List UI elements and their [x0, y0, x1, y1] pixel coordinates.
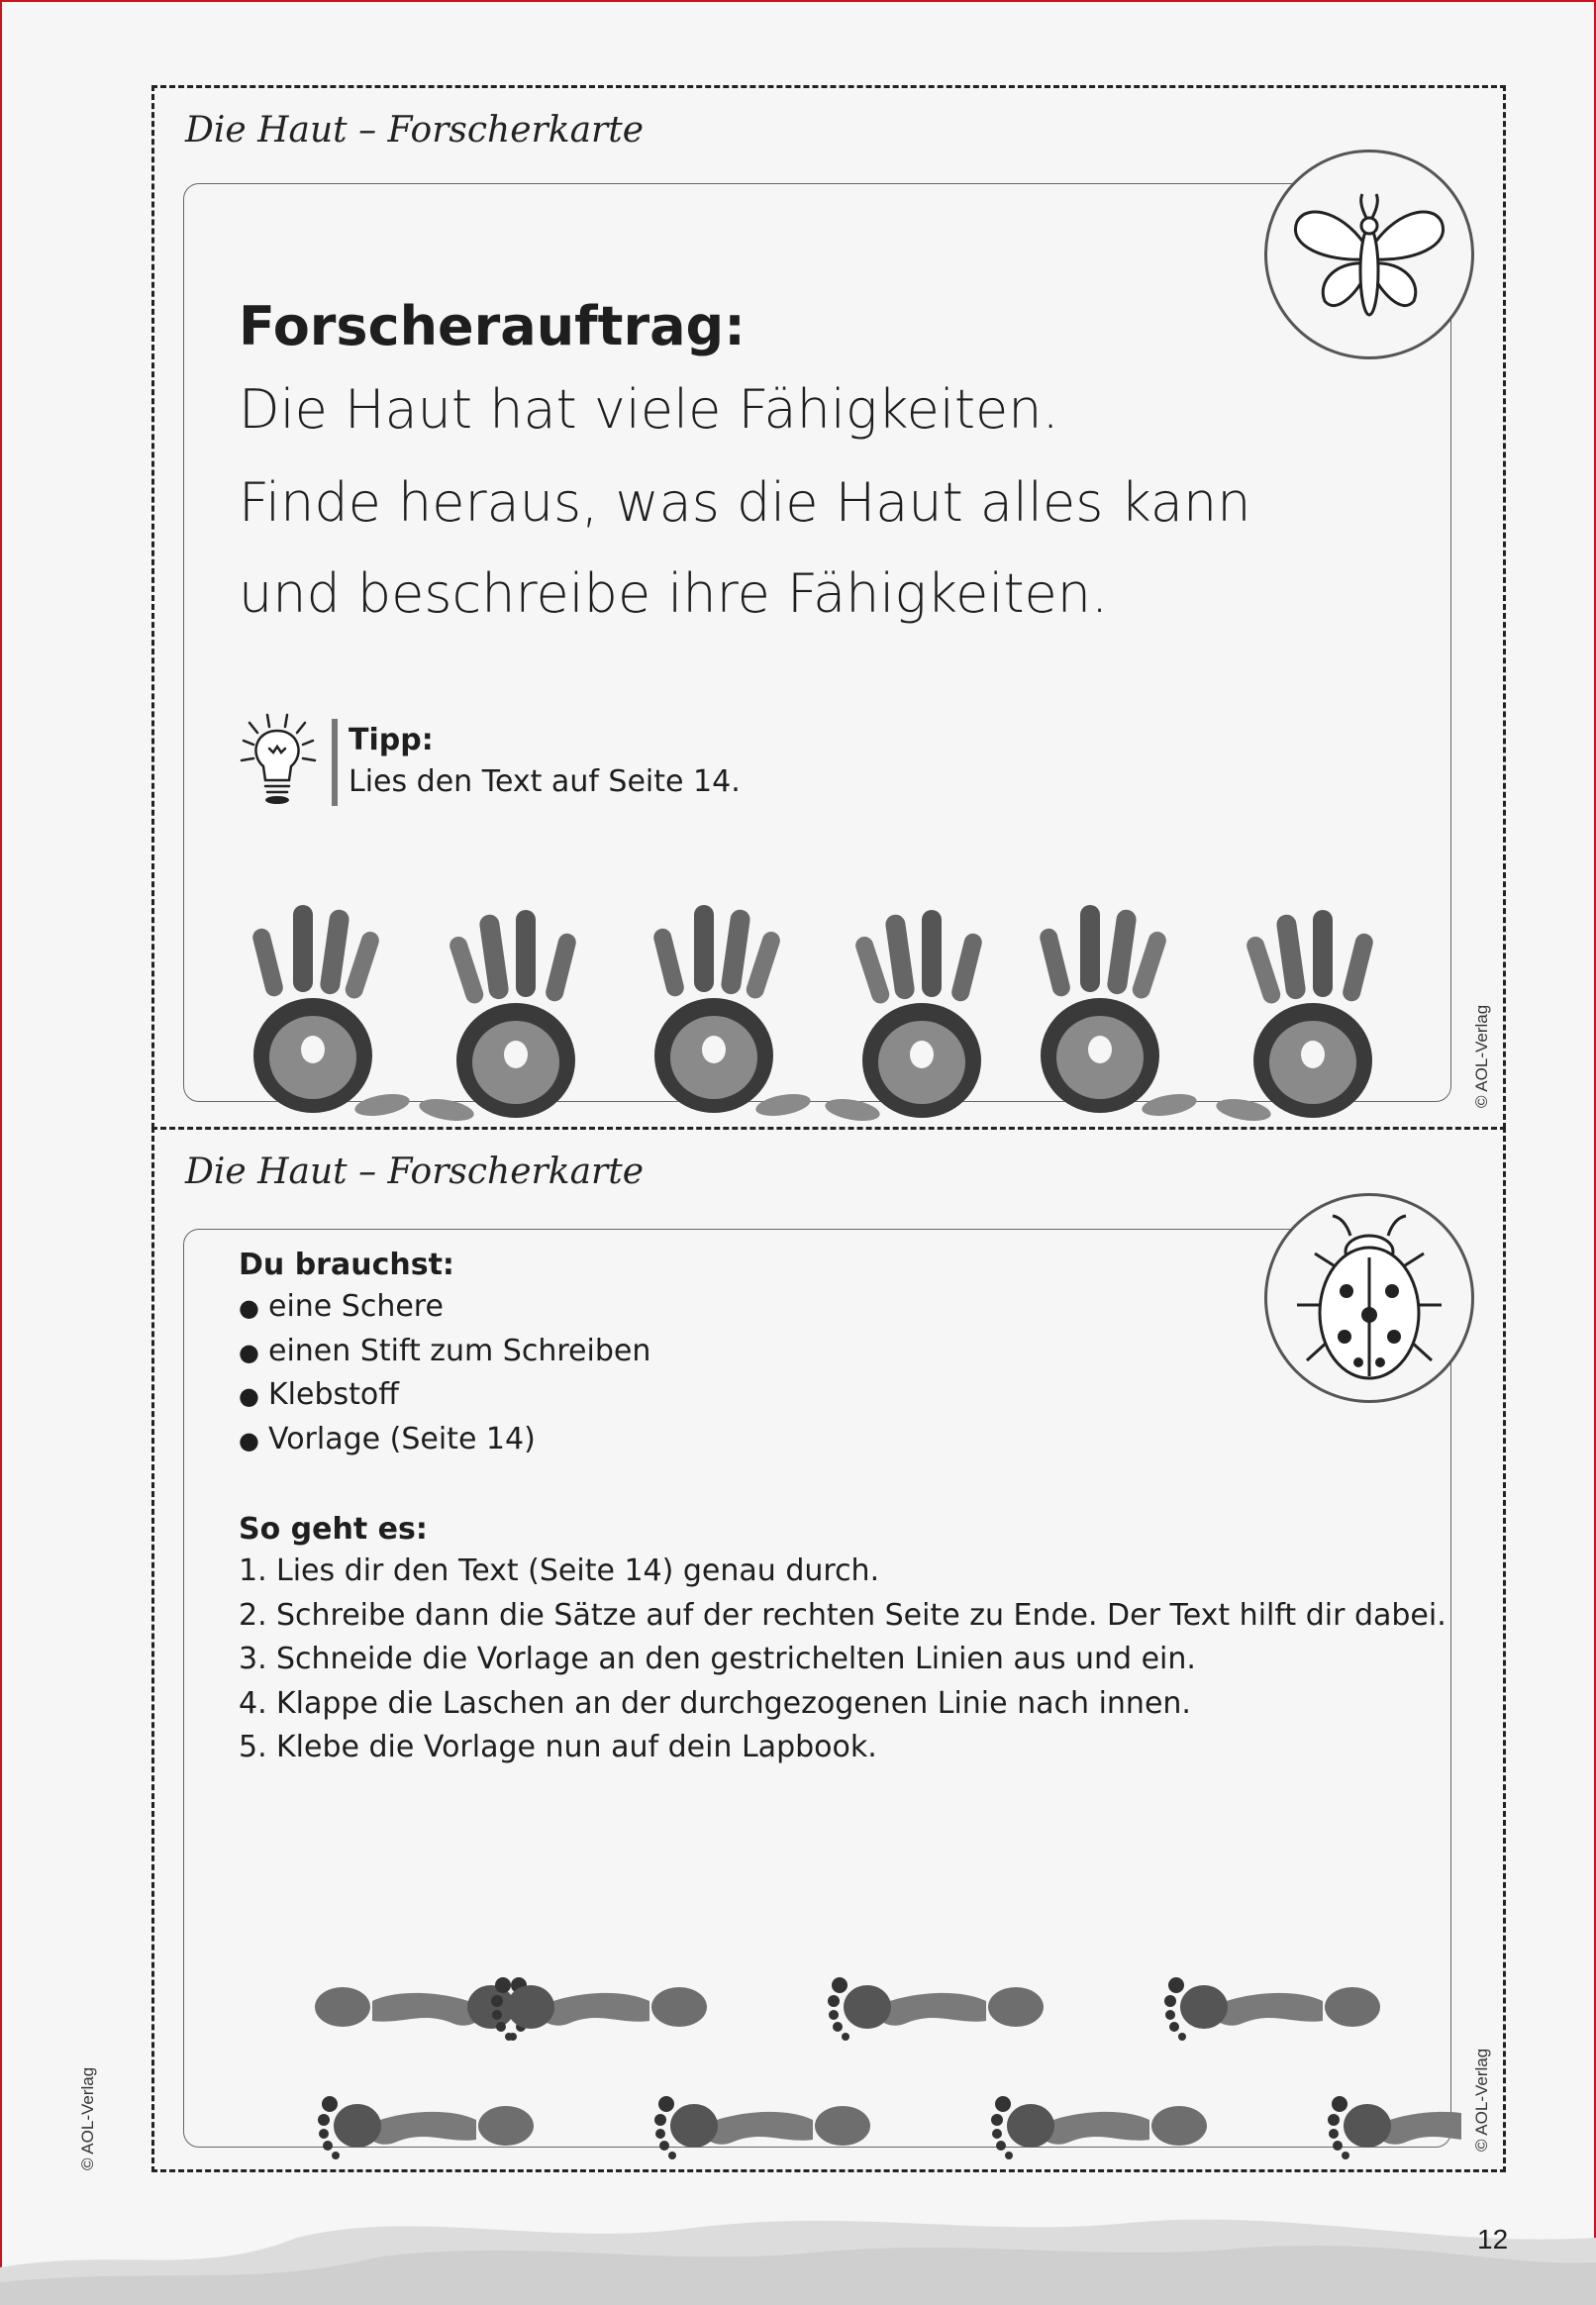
card-copyright: © AOL-Verlag [1472, 1004, 1491, 1108]
card-inner-frame [183, 183, 1451, 1102]
list-item: ● Vorlage (Seite 14) [239, 1418, 650, 1462]
lightbulb-icon [236, 711, 327, 806]
task-line-3: und beschreibe ihre Fähigkeiten. [239, 562, 1109, 625]
list-item: 3. Schneide die Vorlage an den gestrichelten Linien aus und ein. [239, 1642, 1196, 1676]
task-line-2: Finde heraus, was die Haut alles kann [239, 471, 1251, 534]
list-item: ● eine Schere [239, 1285, 650, 1330]
card-copyright: © AOL-Verlag [1472, 2048, 1491, 2152]
card-label: Die Haut – Forscherkarte [185, 1152, 645, 1192]
butterfly-icon [1267, 152, 1471, 356]
footprints-decoration [184, 1962, 1461, 2250]
page-number: 12 [1477, 2224, 1509, 2255]
tip-text: Lies den Text auf Seite 14. [349, 764, 741, 799]
task-title: Forscherauftrag: [239, 295, 746, 357]
list-item: 5. Klebe die Vorlage nun auf dein Lapbook. [239, 1730, 877, 1764]
list-item: ● Klebstoff [239, 1373, 650, 1418]
research-card-task [151, 85, 1506, 1129]
steps-list [239, 1550, 1446, 1770]
page-copyright: © AOL-Verlag [78, 2066, 97, 2170]
needs-list [239, 1285, 650, 1461]
ladybug-icon [1267, 1196, 1471, 1400]
research-card-instructions [151, 1127, 1506, 2172]
list-item: 2. Schreibe dann die Sätze auf der rechten Seite zu Ende. Der Text hilft dir dabei. [239, 1597, 1446, 1633]
card-label: Die Haut – Forscherkarte [185, 110, 645, 150]
needs-heading: Du brauchst: [239, 1248, 454, 1282]
ladybug-medallion [1264, 1193, 1474, 1403]
steps-heading: So geht es: [239, 1512, 428, 1547]
list-item: ● einen Stift zum Schreiben [239, 1330, 650, 1374]
card-inner-frame [183, 1229, 1451, 2148]
torn-paper-edge [0, 2208, 1596, 2305]
butterfly-medallion [1264, 150, 1474, 359]
list-item: 4. Klappe die Laschen an der durchgezogenen Linie nach innen. [239, 1685, 1191, 1721]
task-line-1: Die Haut hat viele Fähigkeiten. [239, 378, 1059, 441]
tip-divider [332, 719, 338, 806]
tip-label: Tipp: [349, 723, 434, 757]
tip-box [236, 711, 830, 810]
list-item: 1. Lies dir den Text (Seite 14) genau durch. [239, 1553, 880, 1588]
